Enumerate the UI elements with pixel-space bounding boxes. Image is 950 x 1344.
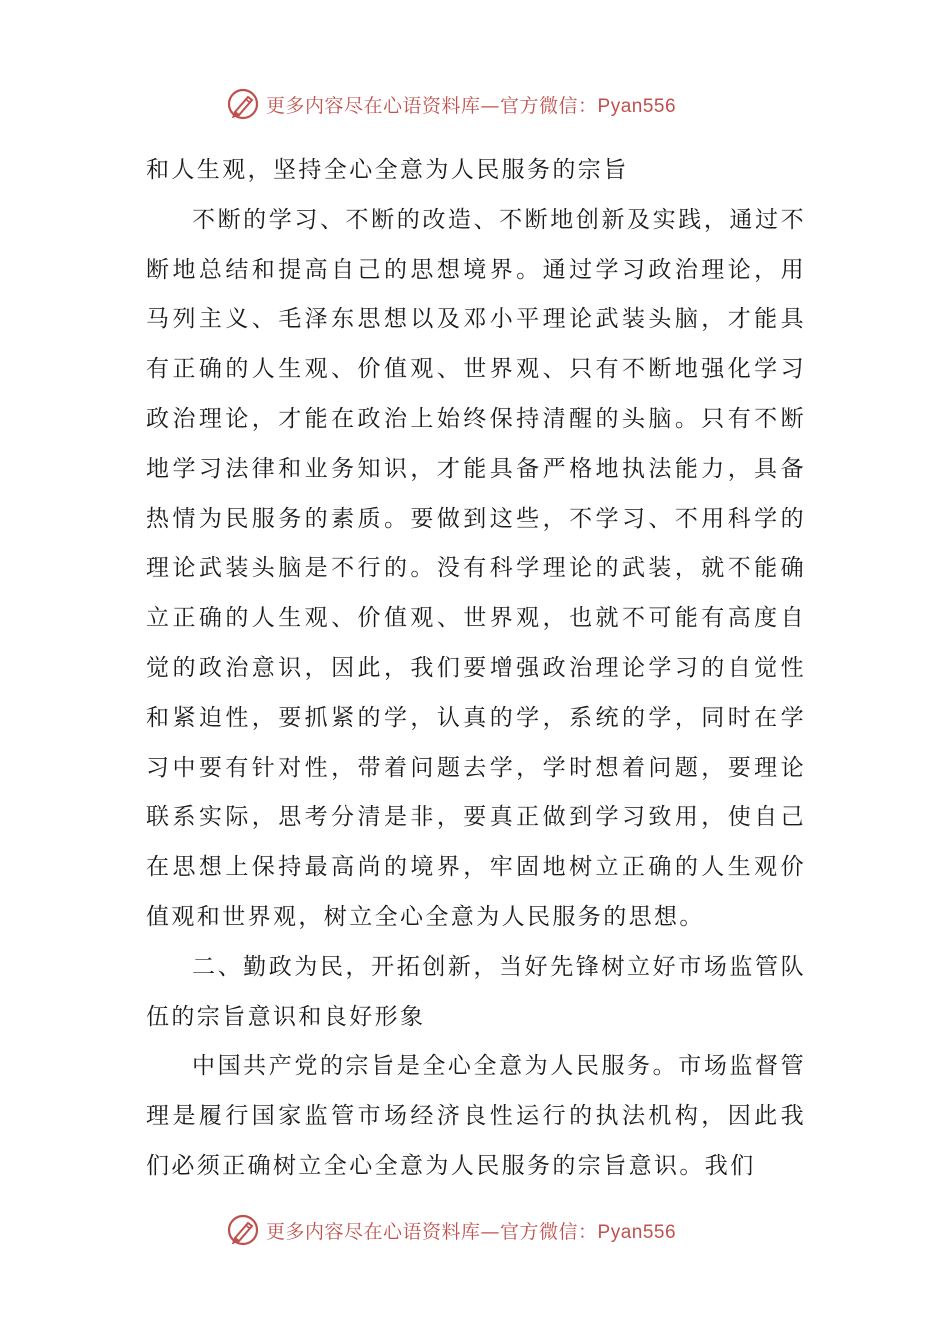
watermark-site: 更多内容尽在心语资料库 xyxy=(266,94,481,117)
watermark-label: 官方微信： xyxy=(500,94,598,117)
section-heading: 二、勤政为民，开拓创新，当好先锋树立好市场监管队伍的宗旨意识和良好形象 xyxy=(146,953,806,1030)
watermark-text xyxy=(266,91,676,118)
paragraph: 中国共产党的宗旨是全心全意为人民服务。市场监督管理是履行国家监管市场经济良性运行的执法机构，因此我们必须正确树立全心全意为人民服务的宗旨意识。我们 xyxy=(146,1053,806,1179)
pen-logo-icon xyxy=(226,1213,260,1247)
watermark-site: 更多内容尽在心语资料库 xyxy=(266,1220,481,1243)
paragraph: 不断的学习、不断的改造、不断地创新及实践，通过不断地总结和提高自己的思想境界。通过学习政治理论，用马列主义、毛泽东思想以及邓小平理论武装头脑，才能具有正确的人生观、价值观、世界观、只有不断地强化学习政治理论，才能在政治上始终保持清醒的头脑。只有不断地学习法律和业务知识，才能具备严格地执法能力，具备热情为民服务的素质。要做到这些，不学习、不用科学的理论武装头脑是不行的。没有科学理论的武装，就不能确立正确的人生观、价值观、世界观，也就不可能有高度自觉的政治意识，因此，我们要增强政治理论学习的自觉性和紧迫性，要抓紧的学，认真的学，系统的学，同时在学习中要有针对性，带着问题去学，学时想着问题，要理论联系实际，思考分清是非，要真正做到学习致用，使自己在思想上保持最高尚的境界，牢固地树立正确的人生观价值观和世界观，树立全心全意为人民服务的思想。 xyxy=(146,206,806,930)
header-watermark xyxy=(226,86,676,122)
pen-logo-icon xyxy=(226,87,260,121)
watermark-dash: — xyxy=(480,94,501,117)
paragraph: 和人生观，坚持全心全意为人民服务的宗旨 xyxy=(146,157,629,183)
watermark-dash: — xyxy=(480,1220,501,1243)
watermark-id: Pyan556 xyxy=(597,95,677,117)
watermark-id: Pyan556 xyxy=(597,1221,677,1243)
watermark-label: 官方微信： xyxy=(500,1220,598,1243)
watermark-text xyxy=(266,1217,676,1244)
footer-watermark xyxy=(226,1212,676,1248)
body-text xyxy=(146,146,806,1192)
